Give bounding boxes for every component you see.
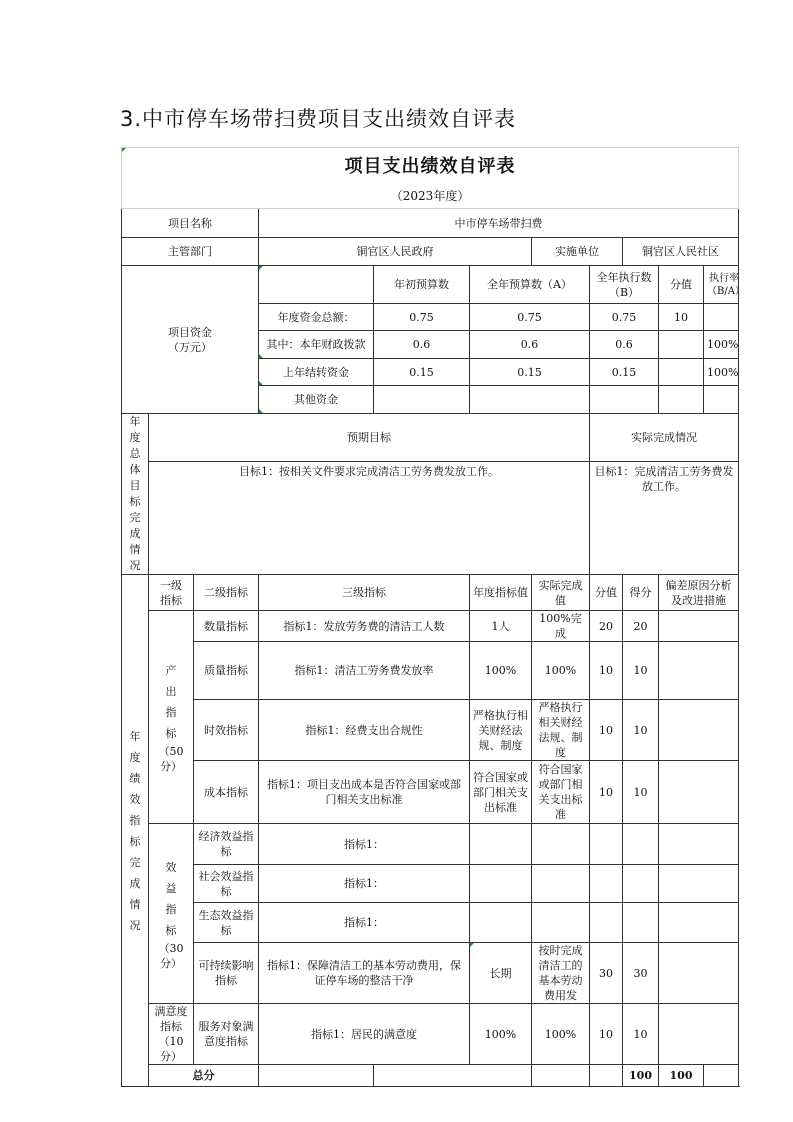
- header-initial-budget: 年初预算数: [374, 266, 470, 304]
- funds-exec: 0.75: [590, 304, 659, 331]
- actual-value: 100%: [532, 642, 590, 700]
- funds-score-value: [659, 386, 704, 414]
- total-blank: [259, 1065, 374, 1087]
- score: 30: [623, 943, 659, 1004]
- project-name-value: 中市停车场带扫费: [259, 209, 739, 238]
- funds-annual: 0.6: [470, 331, 590, 359]
- level3-text: 指标1：经费支出合规性: [259, 700, 470, 761]
- annual-value: 严格执行相关财经法规、制度: [470, 700, 532, 761]
- score-value: 30: [590, 943, 623, 1004]
- performance-table: [121, 147, 745, 1087]
- deviation: [659, 761, 739, 824]
- score-value: 20: [590, 611, 623, 642]
- indicator-section-label: 年度绩效指标完成情况: [122, 575, 149, 1087]
- total-blank: [374, 1065, 532, 1087]
- actual-value: 严格执行相关财经法规、制度: [532, 700, 590, 761]
- score: [623, 865, 659, 903]
- deviation: [659, 865, 739, 903]
- funds-label-line2: （万元）: [168, 340, 212, 354]
- level2-label: 经济效益指标: [194, 824, 259, 865]
- indicator-row: [122, 611, 739, 642]
- funds-exec: 0.6: [590, 331, 659, 359]
- level3-text: 指标1：清洁工劳务费发放率: [259, 642, 470, 700]
- funds-row-label: 上年结转资金: [259, 359, 374, 386]
- funds-row-label: 其中：本年财政拨款: [259, 331, 374, 359]
- annual-value: 100%: [470, 642, 532, 700]
- indicator-row: [122, 700, 739, 761]
- level3-text: 指标1：: [259, 865, 470, 903]
- goals-row: [122, 462, 739, 575]
- score-value: [590, 903, 623, 943]
- level3-text: 指标1：: [259, 903, 470, 943]
- header-annual-value: 年度指标值: [470, 575, 532, 611]
- level2-label: 服务对象满意度指标: [194, 1004, 259, 1065]
- level2-label: 质量指标: [194, 642, 259, 700]
- annual-value: 长期: [470, 943, 532, 1004]
- annual-value: [470, 903, 532, 943]
- table-title: 项目支出绩效自评表: [122, 148, 739, 185]
- funds-exec: [590, 386, 659, 414]
- deviation: [659, 903, 739, 943]
- level3-text: 指标1：居民的满意度: [259, 1004, 470, 1065]
- funds-initial: 0.75: [374, 304, 470, 331]
- level2-label: 时效指标: [194, 700, 259, 761]
- actual-value: 符合国家或部门相关支出标准: [532, 761, 590, 824]
- indicator-row: [122, 1004, 739, 1065]
- annual-value: [470, 824, 532, 865]
- indicator-row: [122, 943, 739, 1004]
- actual-value: 100%: [532, 1004, 590, 1065]
- actual-value: [532, 903, 590, 943]
- total-row: [122, 1065, 739, 1087]
- score-value: [590, 865, 623, 903]
- year-row: [122, 184, 739, 209]
- funds-annual: [470, 386, 590, 414]
- annual-value: [470, 865, 532, 903]
- performance-table-sheet: [121, 147, 745, 1087]
- funds-label: [122, 266, 259, 414]
- annual-value: 1人: [470, 611, 532, 642]
- indicator-row: [122, 761, 739, 824]
- header-exec-rate: 执行率（B/A）: [704, 266, 739, 304]
- page-heading: 3.中市停车场带扫费项目支出绩效自评表: [120, 107, 517, 131]
- score-value: 10: [590, 1004, 623, 1065]
- total-score: 100: [659, 1065, 704, 1087]
- total-label: 总分: [149, 1065, 259, 1087]
- funds-score-value: [659, 359, 704, 386]
- actual-value: [532, 865, 590, 903]
- actual-goal-header: 实际完成情况: [590, 414, 739, 462]
- department-row: [122, 238, 739, 266]
- level2-label: 数量指标: [194, 611, 259, 642]
- header-level1: 一级指标: [149, 575, 194, 611]
- unit-label: 实施单位: [532, 238, 623, 266]
- header-score: 得分: [623, 575, 659, 611]
- output-indicator-weight: （50分）: [158, 745, 184, 773]
- project-name-label: 项目名称: [122, 209, 259, 238]
- funds-rate: 100%: [704, 331, 739, 359]
- unit-value: 铜官区人民社区: [623, 238, 739, 266]
- satisfaction-indicator-label: 满意度指标 （10分）: [149, 1004, 194, 1065]
- level2-label: 社会效益指标: [194, 865, 259, 903]
- benefit-indicator-weight: （30分）: [158, 941, 184, 970]
- funds-rate: [704, 386, 739, 414]
- indicator-row: [122, 903, 739, 943]
- expected-goal-header: 预期目标: [149, 414, 590, 462]
- funds-label-line1: 项目资金: [168, 325, 212, 339]
- total-blank: [590, 1065, 623, 1087]
- funds-initial: 0.6: [374, 331, 470, 359]
- score: 10: [623, 1004, 659, 1065]
- score: 10: [623, 761, 659, 824]
- actual-value: 按时完成清洁工的基本劳动费用发: [532, 943, 590, 1004]
- level2-label: 可持续影响指标: [194, 943, 259, 1004]
- actual-goal-text: 目标1：完成清洁工劳务费发放工作。: [590, 462, 739, 575]
- funds-initial: 0.15: [374, 359, 470, 386]
- expected-goal-text: 目标1：按相关文件要求完成清洁工劳务费发放工作。: [149, 462, 590, 575]
- score: [623, 903, 659, 943]
- level2-label: 成本指标: [194, 761, 259, 824]
- total-blank: [532, 1065, 590, 1087]
- header-actual-value: 实际完成值: [532, 575, 590, 611]
- funds-initial: [374, 386, 470, 414]
- funds-annual: 0.15: [470, 359, 590, 386]
- deviation: [659, 700, 739, 761]
- score: 10: [623, 700, 659, 761]
- deviation: [659, 943, 739, 1004]
- header-level2: 二级指标: [194, 575, 259, 611]
- funds-row-label: 其他资金: [259, 386, 374, 414]
- header-score-value: 分值: [659, 266, 704, 304]
- score: 20: [623, 611, 659, 642]
- satisfaction-indicator-weight: （10分）: [158, 1035, 184, 1063]
- indicator-row: [122, 865, 739, 903]
- department-label: 主管部门: [122, 238, 259, 266]
- goals-header-row: [122, 414, 739, 462]
- score-value: 10: [590, 700, 623, 761]
- level3-text: 指标1：保障清洁工的基本劳动费用，保证停车场的整洁干净: [259, 943, 470, 1004]
- funds-exec: 0.15: [590, 359, 659, 386]
- header-score-value: 分值: [590, 575, 623, 611]
- annual-value: 符合国家或部门相关支出标准: [470, 761, 532, 824]
- header-level3: 三级指标: [259, 575, 470, 611]
- indicator-row: [122, 642, 739, 700]
- actual-value: 100%完成: [532, 611, 590, 642]
- deviation: [659, 611, 739, 642]
- total-score-value: 100: [623, 1065, 659, 1087]
- total-blank: [704, 1065, 739, 1087]
- score-value: 10: [590, 642, 623, 700]
- deviation: [659, 1004, 739, 1065]
- funds-score-value: 10: [659, 304, 704, 331]
- funds-row-label: 年度资金总额：: [259, 304, 374, 331]
- annual-value: 100%: [470, 1004, 532, 1065]
- indicator-row: [122, 824, 739, 865]
- funds-rate: 100%: [704, 359, 739, 386]
- project-name-row: [122, 209, 739, 238]
- funds-header-row: [122, 266, 739, 304]
- title-row: [122, 148, 739, 185]
- level3-text: 指标1：: [259, 824, 470, 865]
- deviation: [659, 642, 739, 700]
- level3-text: 指标1：发放劳务费的清洁工人数: [259, 611, 470, 642]
- score: [623, 824, 659, 865]
- department-value: 铜官区人民政府: [259, 238, 532, 266]
- score-value: [590, 824, 623, 865]
- score-value: 10: [590, 761, 623, 824]
- header-deviation: 偏差原因分析及改进措施: [659, 575, 739, 611]
- output-indicator-label: 产出指标 （50分）: [149, 611, 194, 824]
- header-annual-budget: 全年预算数（A）: [470, 266, 590, 304]
- funds-score-value: [659, 331, 704, 359]
- deviation: [659, 824, 739, 865]
- actual-value: [532, 824, 590, 865]
- goals-section-label: 年度总体目标完成情况: [122, 414, 149, 575]
- level2-label: 生态效益指标: [194, 903, 259, 943]
- header-annual-exec: 全年执行数（B）: [590, 266, 659, 304]
- funds-rate: [704, 304, 739, 331]
- benefit-indicator-label: 效益指标 （30分）: [149, 824, 194, 1004]
- funds-annual: 0.75: [470, 304, 590, 331]
- funds-header-blank: [259, 266, 374, 304]
- score: 10: [623, 642, 659, 700]
- level3-text: 指标1：项目支出成本是否符合国家或部门相关支出标准: [259, 761, 470, 824]
- year-label: （2023年度）: [122, 184, 739, 209]
- indicator-header-row: [122, 575, 739, 611]
